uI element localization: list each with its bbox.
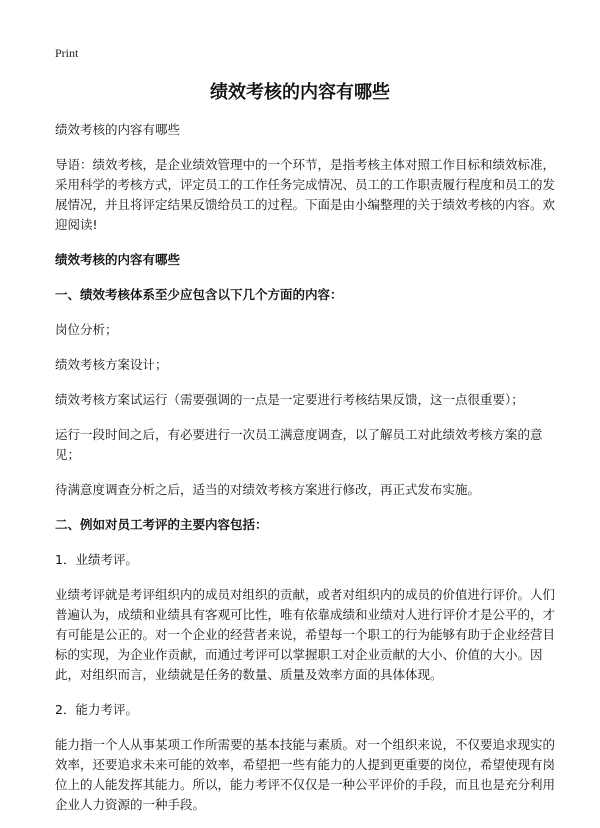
heading-2-text: 二、例如对员工考评的主要内容包括： [55, 517, 268, 532]
article-subtitle: 绩效考核的内容有哪些 [55, 122, 181, 137]
list-item: 运行一段时间之后，有必要进行一次员工满意度调查，以了解员工对此绩效考核方案的意见； [55, 427, 543, 462]
heading-1 [55, 285, 555, 305]
intro-paragraph: 导语：绩效考核，是企业绩效管理中的一个环节，是指考核主体对照工作目标和绩效标准，采用科学的考核方式，评定员工的工作任务完成情况、员工的工作职责履行程度和员工的发展情况，并且将评定结果反馈给员工的过程。下面是由小编整理的关于绩效考核的内容。欢迎阅读! [55, 157, 556, 232]
subsection-title-1: 1．业绩考评。 [55, 552, 138, 567]
heading-1-text: 一、绩效考核体系至少应包含以下几个方面的内容： [55, 287, 343, 302]
print-link[interactable]: Print [55, 46, 79, 60]
subsection-paragraph-2: 能力指一个人从事某项工作所需要的基本技能与素质。对一个组织来说，不仅要追求现实的效率，还要追求未来可能的效率，希望把一些有能力的人提到更重要的岗位，希望使现有岗位上的人能发挥其能力。所以，能力考评不仅仅是一种公平评价的手段，而且也是充分利用企业人力资源的一种手段。 [55, 737, 556, 812]
section-heading-text: 绩效考核的内容有哪些 [55, 252, 181, 267]
subsection-title-2: 2．能力考评。 [55, 702, 138, 717]
section-heading [55, 250, 555, 270]
page-title: 绩效考核的内容有哪些 [210, 82, 390, 103]
list-item: 待满意度调查分析之后，适当的对绩效考核方案进行修改，再正式发布实施。 [55, 482, 481, 497]
heading-2 [55, 515, 555, 535]
article-body [55, 120, 555, 815]
subsection-paragraph-1: 业绩考评就是考评组织内的成员对组织的贡献，或者对组织内的成员的价值进行评价。人们普遍认为，成绩和业绩具有客观可比性，唯有依靠成绩和业绩对人进行评价才是公平的，才有可能是公正的。对一个企业的经营者来说，希望每一个职工的行为能够有助于企业经营目标的实现，为企业作贡献，而通过考评可以掌握职工对企业贡献的大小、价值的大小。因此，对组织而言，业绩就是任务的数量、质量及效率方面的具体体现。 [55, 587, 556, 682]
list-item: 岗位分析； [55, 322, 118, 337]
list-item: 绩效考核方案设计； [55, 357, 168, 372]
list-item: 绩效考核方案试运行（需要强调的一点是一定要进行考核结果反馈，这一点很重要）； [55, 392, 524, 407]
